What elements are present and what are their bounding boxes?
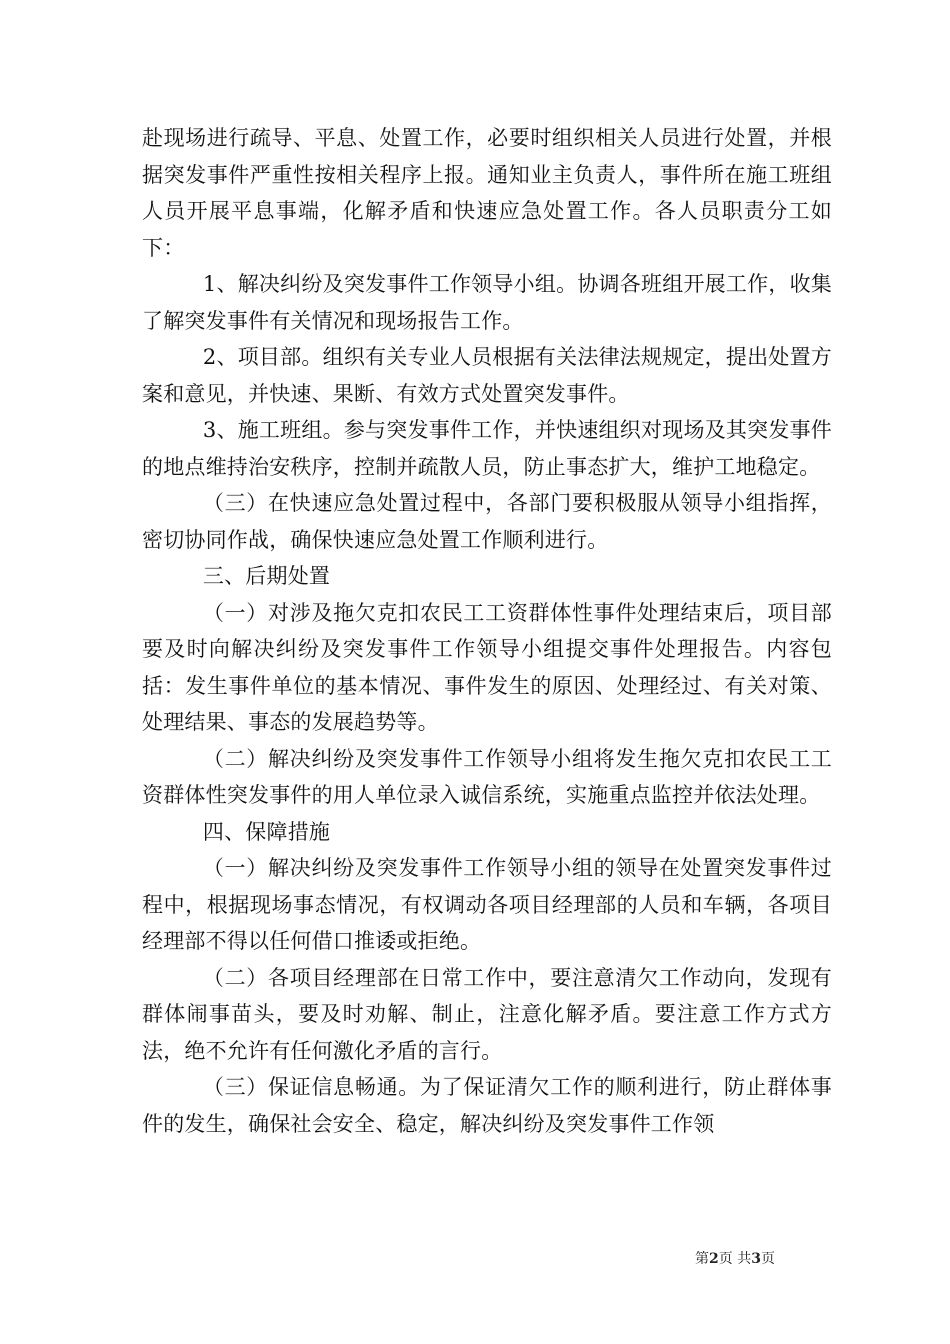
footer-suffix: 页 (760, 1251, 775, 1267)
total-pages-number: 3 (751, 1251, 761, 1267)
paragraph-item-3: （三）在快速应急处置过程中，各部门要积极服从领导小组指挥，密切协同作战，确保快速应急处置工作顺利进行。 (142, 491, 832, 552)
paragraph-safeguards-3: （三）保证信息畅通。为了保证清欠工作的顺利进行，防止群体事件的发生，确保社会安全、稳定，解决纠纷及突发事件工作领 (142, 1075, 832, 1136)
paragraph-duty-3: 3、施工班组。参与突发事件工作，并快速组织对现场及其突发事件的地点维持治安秩序，控制并疏散人员，防止事态扩大，维护工地稳定。 (142, 418, 832, 479)
page-number-footer (695, 1249, 835, 1269)
paragraph-aftermath-2: （二）解决纠纷及突发事件工作领导小组将发生拖欠克扣农民工工资群体性突发事件的用人单位录入诚信系统，实施重点监控并依法处理。 (142, 746, 832, 807)
paragraph-safeguards-2: （二）各项目经理部在日常工作中，要注意清欠工作动向，发现有群体闹事苗头，要及时劝解、制止，注意化解矛盾。要注意工作方式方法，绝不允许有任何激化矛盾的言行。 (142, 965, 832, 1063)
paragraph-continuation: 赴现场进行疏导、平息、处置工作，必要时组织相关人员进行处置，并根据突发事件严重性按相关程序上报。通知业主负责人，事件所在施工班组人员开展平息事端，化解矛盾和快速应急处置工作。各人员职责分工如下： (142, 126, 832, 260)
section-heading-aftermath: 三、后期处置 (202, 564, 331, 588)
footer-middle: 页 共 (718, 1251, 752, 1267)
paragraph-duty-1: 1、解决纠纷及突发事件工作领导小组。协调各班组开展工作，收集了解突发事件有关情况和现场报告工作。 (142, 272, 832, 333)
section-heading-safeguards: 四、保障措施 (202, 819, 331, 844)
paragraph-safeguards-1: （一）解决纠纷及突发事件工作领导小组的领导在处置突发事件过程中，根据现场事态情况，有权调动各项目经理部的人员和车辆，各项目经理部不得以任何借口推诿或拒绝。 (142, 856, 832, 953)
paragraph-duty-2: 2、项目部。组织有关专业人员根据有关法律法规规定，提出处置方案和意见，并快速、果断、有效方式处置突发事件。 (142, 345, 832, 406)
document-body (142, 120, 832, 1142)
footer-prefix: 第 (695, 1251, 709, 1267)
current-page-number: 2 (709, 1251, 719, 1267)
paragraph-aftermath-1: （一）对涉及拖欠克扣农民工工资群体性事件处理结束后，项目部要及时向解决纠纷及突发事件工作领导小组提交事件处理报告。内容包括：发生事件单位的基本情况、事件发生的原因、处理经过、有关对策、处理结果、事态的发展趋势等。 (142, 600, 832, 734)
